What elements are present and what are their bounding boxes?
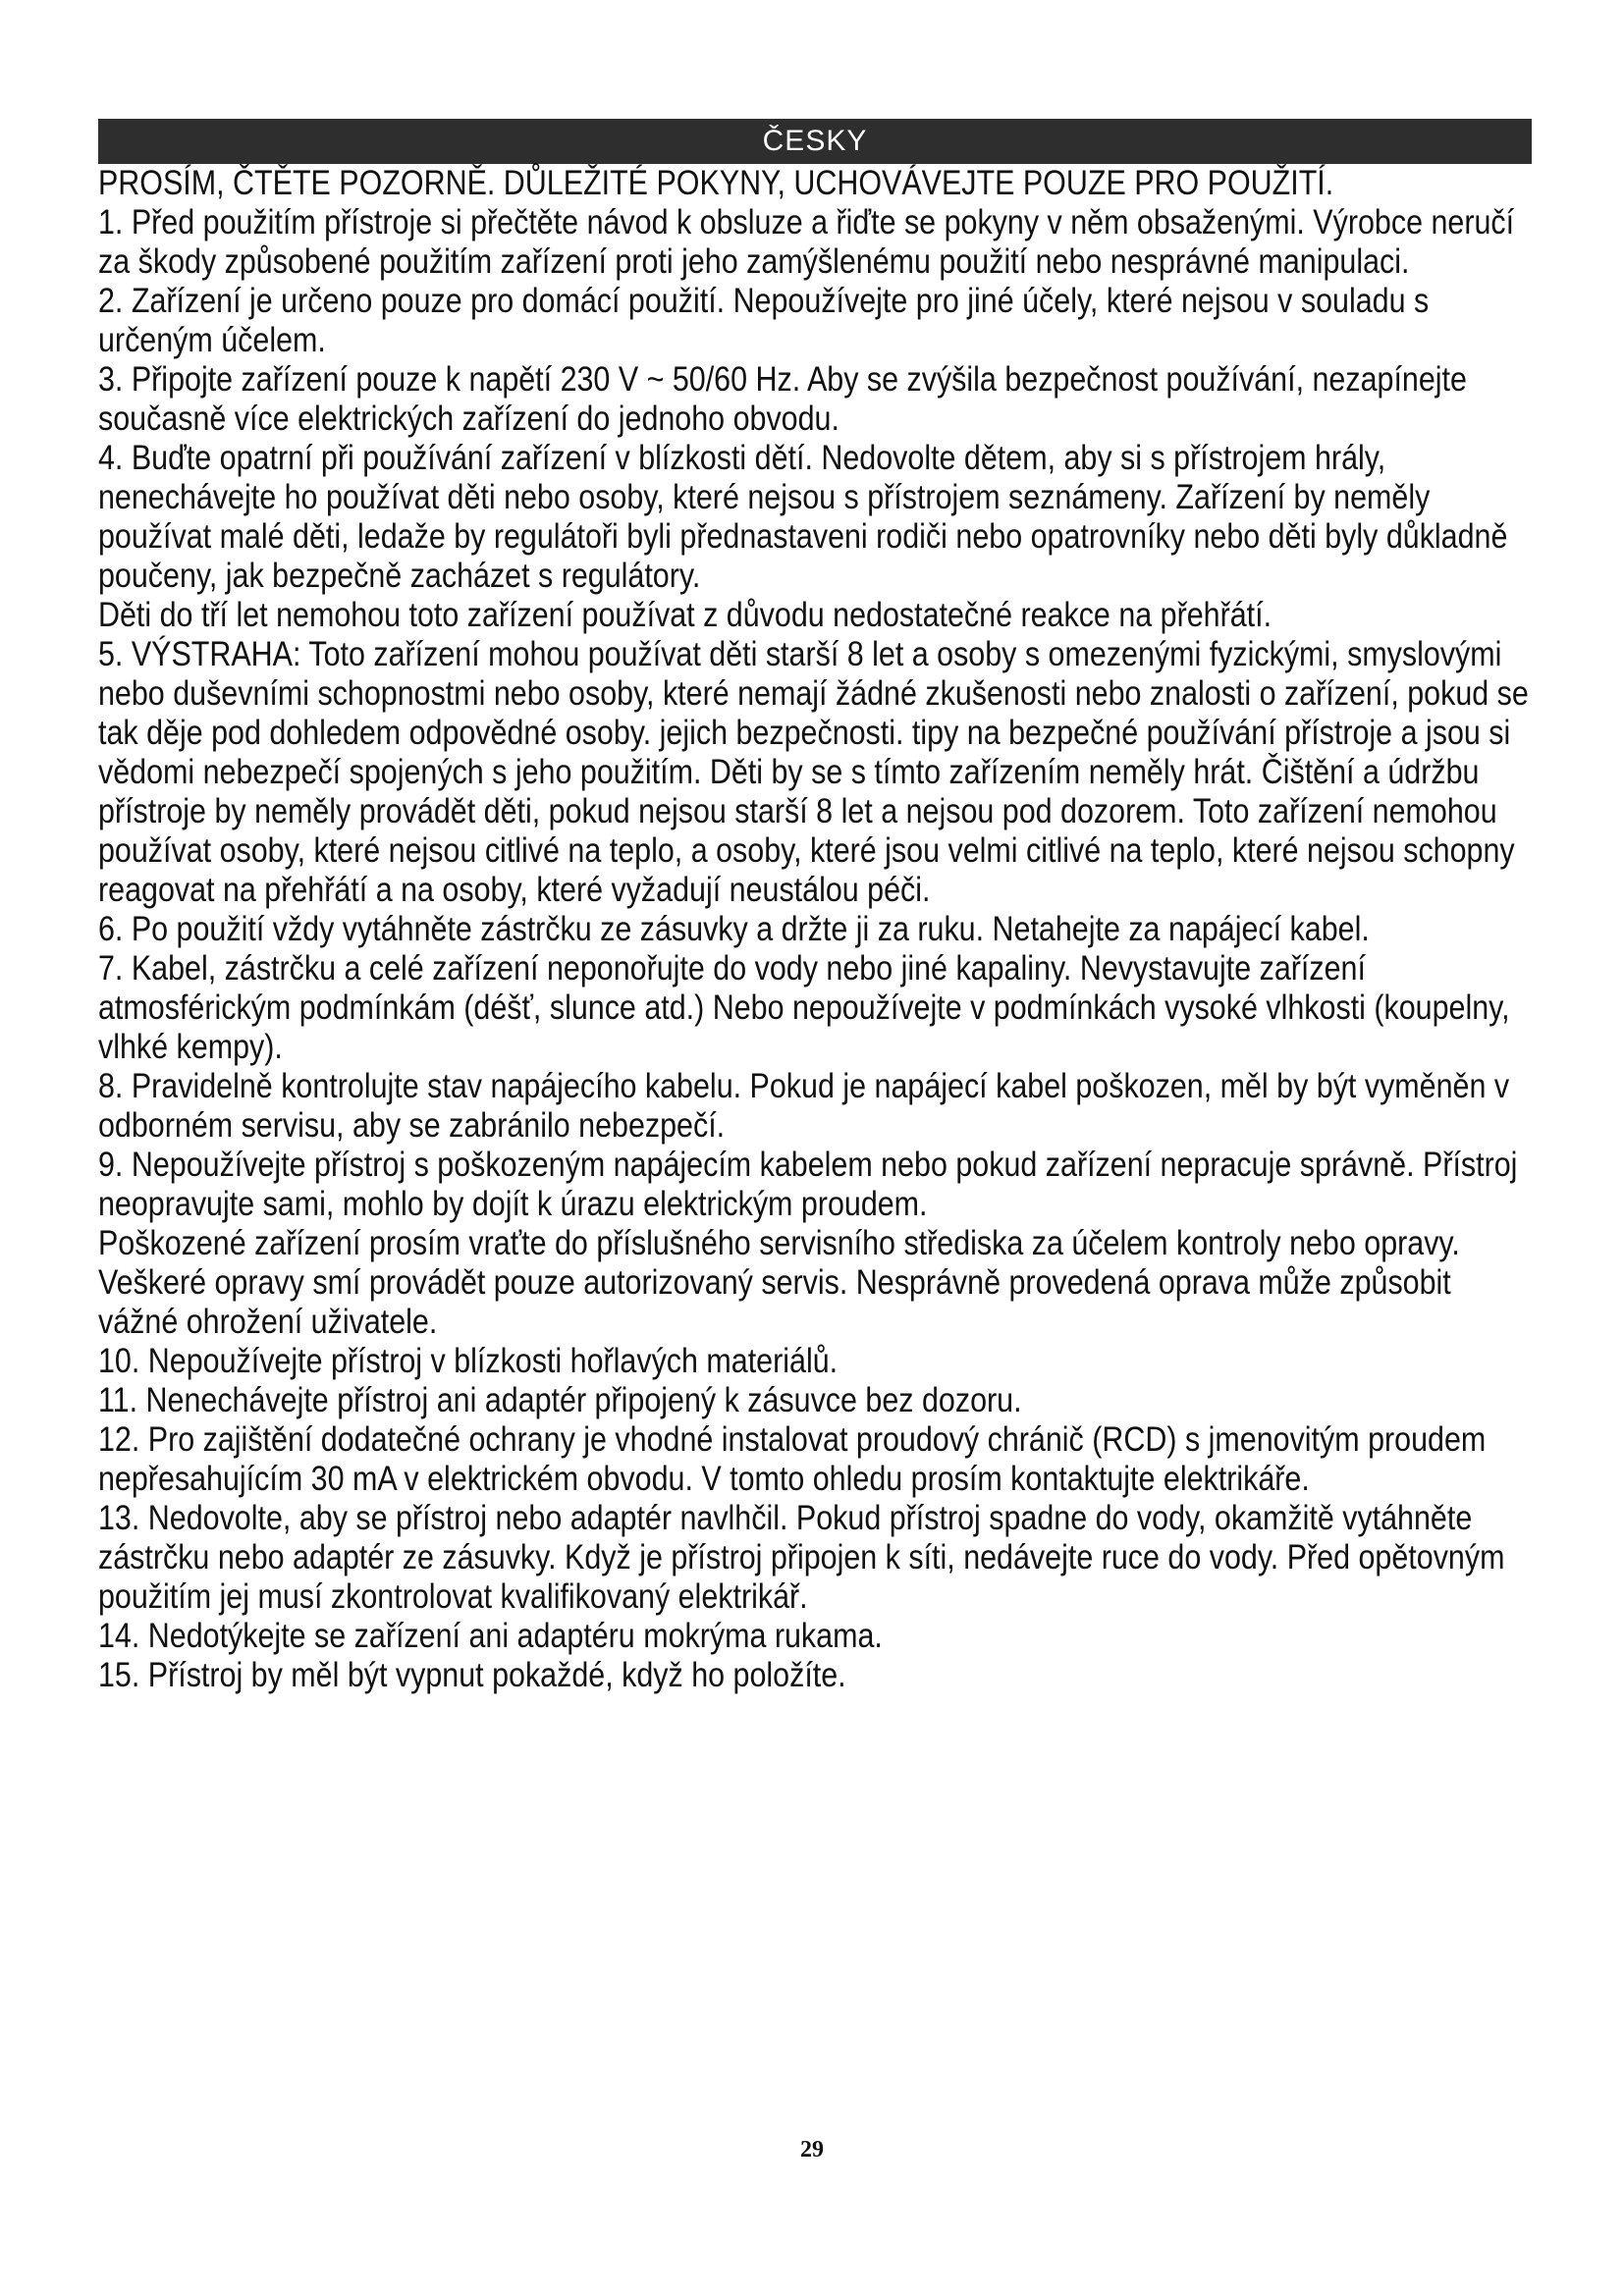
manual-page bbox=[98, 119, 1532, 1695]
instruction-1: 1. Před použitím přístroje si přečtěte návod k obsluze a řiďte se pokyny v něm obsaženými. Výrobce neručí za škody způsobené použitím zařízení proti jeho zamýšlenému použití nebo nesprávné manipulaci. bbox=[98, 203, 1515, 281]
instruction-14: 14. Nedotýkejte se zařízení ani adaptéru mokrýma rukama. bbox=[98, 1617, 883, 1655]
instruction-5: 5. VÝSTRAHA: Toto zařízení mohou používat děti starší 8 let a osoby s omezenými fyzickými, smyslovými nebo duševními schopnostmi nebo osoby, které nemají žádné zkušenosti nebo znalosti o zařízení, pokud se tak děje pod dohledem odpovědné osoby. jejich bezpečnosti. tipy na bezpečné používání přístroje a jsou si vědomi nebezpečí spojených s jeho použitím. Děti by se s tímto zařízením neměly hrát. Čištění a údržbu přístroje by neměly provádět děti, pokud nejsou starší 8 let a nejsou pod dozorem. Toto zařízení nemohou používat osoby, které nejsou citlivé na teplo, a osoby, které jsou velmi citlivé na teplo, které nejsou schopny reagovat na přehřátí a na osoby, které vyžadují neustálou péči. bbox=[98, 635, 1529, 909]
instruction-2: 2. Zařízení je určeno pouze pro domácí použití. Nepoužívejte pro jiné účely, které nejsou v souladu s určeným účelem. bbox=[98, 282, 1430, 359]
instruction-9-note: Poškozené zařízení prosím vraťte do příslušného servisního střediska za účelem kontroly nebo opravy. Veškeré opravy smí provádět pouze autorizovaný servis. Nesprávně provedená oprava může způsobit vážné ohrožení uživatele. bbox=[98, 1224, 1460, 1341]
section-title: PROSÍM, ČTĚTE POZORNĚ. DŮLEŽITÉ POKYNY, UCHOVÁVEJTE POUZE PRO POUŽITÍ. bbox=[98, 164, 1334, 202]
instruction-4-note: Děti do tří let nemohou toto zařízení používat z důvodu nedostatečné reakce na přehřátí. bbox=[98, 596, 1272, 634]
instruction-3: 3. Připojte zařízení pouze k napětí 230 V ~ 50/60 Hz. Aby se zvýšila bezpečnost používání, nezapínejte současně více elektrických zařízení do jednoho obvodu. bbox=[98, 360, 1467, 438]
instruction-15: 15. Přístroj by měl být vypnut pokaždé, když ho položíte. bbox=[98, 1656, 846, 1694]
instruction-6: 6. Po použití vždy vytáhněte zástrčku ze zásuvky a držte ji za ruku. Netahejte za napájecí kabel. bbox=[98, 910, 1370, 948]
instruction-11: 11. Nenechávejte přístroj ani adaptér připojený k zásuvce bez dozoru. bbox=[98, 1381, 1022, 1419]
instruction-13: 13. Nedovolte, aby se přístroj nebo adaptér navlhčil. Pokud přístroj spadne do vody, okamžitě vytáhněte zástrčku nebo adaptér ze zásuvky. Když je přístroj připojen k síti, nedávejte ruce do vody. Před opětovným použitím jej musí zkontrolovat kvalifikovaný elektrikář. bbox=[98, 1499, 1505, 1616]
instructions-body bbox=[98, 164, 1532, 1695]
instruction-12: 12. Pro zajištění dodatečné ochrany je vhodné instalovat proudový chránič (RCD) s jmenovitým proudem nepřesahujícím 30 mA v elektrickém obvodu. V tomto ohledu prosím kontaktujte elektrikáře. bbox=[98, 1420, 1487, 1498]
instruction-7: 7. Kabel, zástrčku a celé zařízení neponořujte do vody nebo jiné kapaliny. Nevystavujte zařízení atmosférickým podmínkám (déšť, slunce atd.) Nebo nepoužívejte v podmínkách vysoké vlhkosti (koupelny, vlhké kempy). bbox=[98, 949, 1510, 1066]
instruction-10: 10. Nepoužívejte přístroj v blízkosti hořlavých materiálů. bbox=[98, 1342, 839, 1380]
instruction-8: 8. Pravidelně kontrolujte stav napájecího kabelu. Pokud je napájecí kabel poškozen, měl by být vyměněn v odborném servisu, aby se zabránilo nebezpečí. bbox=[98, 1067, 1510, 1145]
page-number: 29 bbox=[800, 2137, 824, 2163]
instruction-9: 9. Nepoužívejte přístroj s poškozeným napájecím kabelem nebo pokud zařízení nepracuje správně. Přístroj neopravujte sami, mohlo by dojít k úrazu elektrickým proudem. bbox=[98, 1146, 1518, 1223]
language-header: ČESKY bbox=[98, 119, 1532, 164]
instruction-4: 4. Buďte opatrní při používání zařízení v blízkosti dětí. Nedovolte dětem, aby si s přístrojem hrály, nenechávejte ho používat děti nebo osoby, které nejsou s přístrojem seznámeny. Zařízení by neměly používat malé děti, ledaže by regulátoři byli přednastaveni rodiči nebo opatrovníky nebo děti byly důkladně poučeny, jak bezpečně zacházet s regulátory. bbox=[98, 439, 1508, 595]
